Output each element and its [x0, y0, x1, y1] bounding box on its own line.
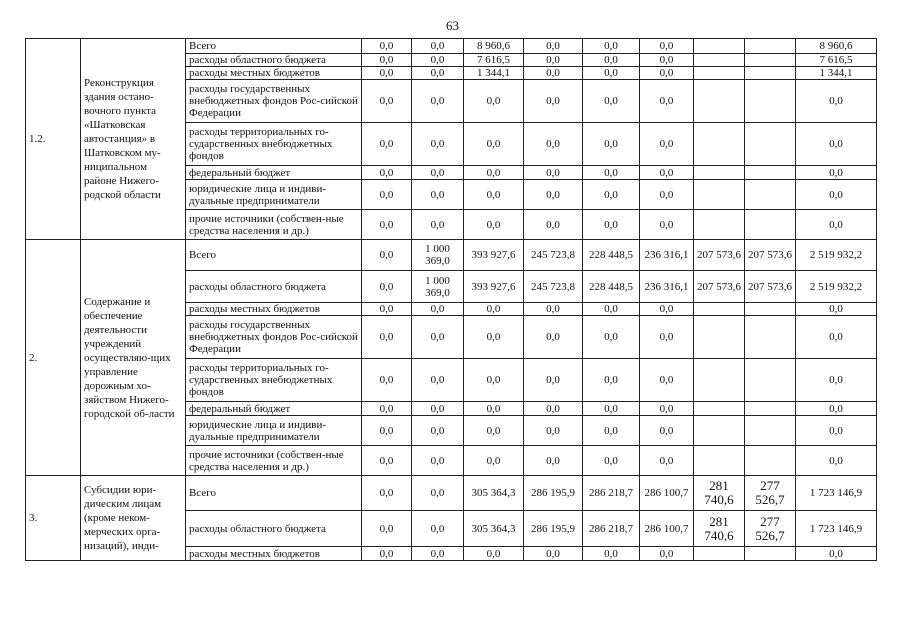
- total-value-cell: 0,0: [796, 166, 877, 180]
- value-cell: 0,0: [362, 359, 412, 402]
- funding-source-label: расходы местных бюджетов: [186, 303, 362, 316]
- value-cell: 0,0: [362, 303, 412, 316]
- value-cell: [745, 303, 796, 316]
- value-cell: 0,0: [524, 359, 583, 402]
- value-cell: 281 740,6: [694, 511, 745, 547]
- value-cell: [745, 80, 796, 123]
- value-cell: 7 616,5: [464, 54, 524, 67]
- value-cell: 0,0: [464, 166, 524, 180]
- value-cell: 1 344,1: [464, 67, 524, 80]
- total-value-cell: 1 723 146,9: [796, 476, 877, 511]
- value-cell: [745, 123, 796, 166]
- value-cell: [745, 54, 796, 67]
- value-cell: 286 218,7: [583, 476, 640, 511]
- value-cell: [745, 39, 796, 54]
- value-cell: 0,0: [412, 54, 464, 67]
- value-cell: 0,0: [412, 402, 464, 416]
- value-cell: 0,0: [464, 316, 524, 359]
- section-description: Субсидии юри-дическим лицам (кроме неком-мерческих орга-низаций), инди-: [81, 476, 186, 561]
- value-cell: 228 448,5: [583, 240, 640, 271]
- value-cell: 0,0: [524, 67, 583, 80]
- section-number: 2.: [26, 240, 81, 476]
- total-value-cell: 0,0: [796, 402, 877, 416]
- section-number: 1.2.: [26, 39, 81, 240]
- value-cell: [694, 446, 745, 476]
- value-cell: 393 927,6: [464, 271, 524, 303]
- value-cell: [694, 39, 745, 54]
- table-row: [26, 240, 877, 271]
- value-cell: 0,0: [524, 166, 583, 180]
- funding-source-label: расходы областного бюджета: [186, 271, 362, 303]
- value-cell: 0,0: [412, 166, 464, 180]
- funding-source-label: юридические лица и индиви-дуальные предприниматели: [186, 416, 362, 446]
- value-cell: 277 526,7: [745, 476, 796, 511]
- value-cell: [745, 446, 796, 476]
- value-cell: 286 195,9: [524, 476, 583, 511]
- value-cell: 281 740,6: [694, 476, 745, 511]
- total-value-cell: 2 519 932,2: [796, 240, 877, 271]
- total-value-cell: 0,0: [796, 416, 877, 446]
- value-cell: 0,0: [583, 39, 640, 54]
- total-value-cell: 1 723 146,9: [796, 511, 877, 547]
- total-value-cell: 8 960,6: [796, 39, 877, 54]
- funding-source-label: Всего: [186, 240, 362, 271]
- value-cell: [694, 54, 745, 67]
- value-cell: 0,0: [583, 54, 640, 67]
- funding-source-label: расходы территориальных го-сударственных внебюджетных фондов: [186, 359, 362, 402]
- value-cell: 0,0: [464, 416, 524, 446]
- value-cell: 0,0: [524, 402, 583, 416]
- value-cell: 0,0: [524, 123, 583, 166]
- value-cell: 0,0: [583, 402, 640, 416]
- section-description: Содержание и обеспечение деятельности учреждений осуществляю-щих управление дорожным хо-зяйством Нижего-городской об-ласти: [81, 240, 186, 476]
- value-cell: 8 960,6: [464, 39, 524, 54]
- value-cell: 0,0: [640, 180, 694, 210]
- funding-source-label: Всего: [186, 39, 362, 54]
- value-cell: 0,0: [412, 210, 464, 240]
- value-cell: 0,0: [362, 166, 412, 180]
- total-value-cell: 0,0: [796, 180, 877, 210]
- funding-source-label: расходы местных бюджетов: [186, 67, 362, 80]
- value-cell: 0,0: [583, 123, 640, 166]
- value-cell: 0,0: [583, 416, 640, 446]
- funding-source-label: юридические лица и индиви-дуальные предприниматели: [186, 180, 362, 210]
- value-cell: [745, 359, 796, 402]
- value-cell: [694, 303, 745, 316]
- value-cell: [745, 210, 796, 240]
- value-cell: 0,0: [464, 80, 524, 123]
- value-cell: 0,0: [412, 80, 464, 123]
- funding-source-label: федеральный бюджет: [186, 402, 362, 416]
- value-cell: 0,0: [640, 316, 694, 359]
- value-cell: 0,0: [640, 303, 694, 316]
- section-description: Реконструкция здания остано-вочного пункта «Шатковская автостанция» в Шатковском му-ниципальном районе Нижего-родской области: [81, 39, 186, 240]
- value-cell: 0,0: [412, 180, 464, 210]
- value-cell: 0,0: [362, 123, 412, 166]
- value-cell: 0,0: [412, 67, 464, 80]
- total-value-cell: 0,0: [796, 210, 877, 240]
- funding-source-label: расходы государственных внебюджетных фондов Рос-сийской Федерации: [186, 316, 362, 359]
- value-cell: 207 573,6: [745, 240, 796, 271]
- value-cell: 0,0: [412, 476, 464, 511]
- value-cell: 286 100,7: [640, 476, 694, 511]
- total-value-cell: 2 519 932,2: [796, 271, 877, 303]
- value-cell: 0,0: [583, 547, 640, 561]
- value-cell: [694, 166, 745, 180]
- value-cell: 0,0: [362, 67, 412, 80]
- value-cell: 277 526,7: [745, 511, 796, 547]
- value-cell: 0,0: [412, 39, 464, 54]
- value-cell: 236 316,1: [640, 271, 694, 303]
- funding-source-label: расходы территориальных го-сударственных внебюджетных фондов: [186, 123, 362, 166]
- value-cell: [694, 180, 745, 210]
- value-cell: 0,0: [362, 210, 412, 240]
- value-cell: [694, 316, 745, 359]
- value-cell: 1 000 369,0: [412, 240, 464, 271]
- funding-source-label: прочие источники (собствен-ные средства населения и др.): [186, 446, 362, 476]
- value-cell: 0,0: [524, 180, 583, 210]
- page-number: 63: [446, 18, 459, 33]
- value-cell: 0,0: [464, 446, 524, 476]
- value-cell: 0,0: [362, 476, 412, 511]
- value-cell: 0,0: [640, 80, 694, 123]
- value-cell: 0,0: [583, 359, 640, 402]
- value-cell: 0,0: [362, 547, 412, 561]
- value-cell: [694, 80, 745, 123]
- value-cell: 0,0: [362, 180, 412, 210]
- total-value-cell: 0,0: [796, 316, 877, 359]
- table-row: [26, 39, 877, 54]
- value-cell: 0,0: [640, 446, 694, 476]
- total-value-cell: 7 616,5: [796, 54, 877, 67]
- value-cell: 0,0: [524, 446, 583, 476]
- value-cell: 0,0: [362, 80, 412, 123]
- value-cell: [694, 416, 745, 446]
- value-cell: [694, 67, 745, 80]
- value-cell: 0,0: [362, 271, 412, 303]
- value-cell: 286 195,9: [524, 511, 583, 547]
- value-cell: 0,0: [362, 316, 412, 359]
- total-value-cell: 0,0: [796, 446, 877, 476]
- value-cell: 0,0: [362, 54, 412, 67]
- value-cell: 0,0: [583, 210, 640, 240]
- value-cell: 0,0: [464, 210, 524, 240]
- value-cell: 0,0: [524, 210, 583, 240]
- total-value-cell: 1 344,1: [796, 67, 877, 80]
- value-cell: 0,0: [524, 316, 583, 359]
- value-cell: 245 723,8: [524, 240, 583, 271]
- value-cell: 1 000 369,0: [412, 271, 464, 303]
- table-row: [26, 476, 877, 511]
- funding-source-label: федеральный бюджет: [186, 166, 362, 180]
- value-cell: [745, 547, 796, 561]
- value-cell: 0,0: [640, 402, 694, 416]
- total-value-cell: 0,0: [796, 123, 877, 166]
- value-cell: 207 573,6: [745, 271, 796, 303]
- funding-source-label: прочие источники (собствен-ные средства населения и др.): [186, 210, 362, 240]
- value-cell: 0,0: [464, 547, 524, 561]
- value-cell: 0,0: [640, 210, 694, 240]
- value-cell: 305 364,3: [464, 511, 524, 547]
- value-cell: 228 448,5: [583, 271, 640, 303]
- value-cell: 0,0: [412, 316, 464, 359]
- value-cell: 245 723,8: [524, 271, 583, 303]
- value-cell: 0,0: [412, 446, 464, 476]
- value-cell: 0,0: [524, 80, 583, 123]
- value-cell: 0,0: [362, 446, 412, 476]
- value-cell: [745, 402, 796, 416]
- value-cell: [694, 547, 745, 561]
- value-cell: 0,0: [362, 416, 412, 446]
- total-value-cell: 0,0: [796, 359, 877, 402]
- budget-table: [25, 38, 877, 561]
- value-cell: 0,0: [640, 359, 694, 402]
- funding-source-label: расходы областного бюджета: [186, 54, 362, 67]
- value-cell: 0,0: [412, 416, 464, 446]
- value-cell: 0,0: [524, 54, 583, 67]
- value-cell: 0,0: [524, 547, 583, 561]
- value-cell: 0,0: [583, 316, 640, 359]
- value-cell: 0,0: [464, 180, 524, 210]
- value-cell: 207 573,6: [694, 271, 745, 303]
- value-cell: [694, 402, 745, 416]
- value-cell: 0,0: [640, 39, 694, 54]
- value-cell: 0,0: [412, 547, 464, 561]
- value-cell: 0,0: [583, 303, 640, 316]
- value-cell: 0,0: [362, 39, 412, 54]
- value-cell: 0,0: [583, 80, 640, 123]
- value-cell: 0,0: [362, 511, 412, 547]
- value-cell: 0,0: [412, 511, 464, 547]
- value-cell: 0,0: [412, 303, 464, 316]
- value-cell: 305 364,3: [464, 476, 524, 511]
- value-cell: 0,0: [464, 402, 524, 416]
- value-cell: 286 100,7: [640, 511, 694, 547]
- value-cell: [694, 210, 745, 240]
- funding-source-label: расходы местных бюджетов: [186, 547, 362, 561]
- funding-source-label: Всего: [186, 476, 362, 511]
- value-cell: 207 573,6: [694, 240, 745, 271]
- value-cell: 0,0: [362, 402, 412, 416]
- value-cell: 0,0: [583, 67, 640, 80]
- value-cell: 0,0: [524, 39, 583, 54]
- value-cell: 286 218,7: [583, 511, 640, 547]
- value-cell: 0,0: [524, 303, 583, 316]
- value-cell: [745, 67, 796, 80]
- total-value-cell: 0,0: [796, 303, 877, 316]
- value-cell: 0,0: [640, 54, 694, 67]
- value-cell: 0,0: [362, 240, 412, 271]
- value-cell: 0,0: [640, 166, 694, 180]
- value-cell: 0,0: [583, 180, 640, 210]
- value-cell: 393 927,6: [464, 240, 524, 271]
- value-cell: 236 316,1: [640, 240, 694, 271]
- value-cell: 0,0: [640, 123, 694, 166]
- section-number: 3.: [26, 476, 81, 561]
- value-cell: 0,0: [464, 303, 524, 316]
- value-cell: 0,0: [583, 446, 640, 476]
- value-cell: 0,0: [640, 416, 694, 446]
- total-value-cell: 0,0: [796, 80, 877, 123]
- value-cell: 0,0: [524, 416, 583, 446]
- total-value-cell: 0,0: [796, 547, 877, 561]
- value-cell: [745, 316, 796, 359]
- value-cell: 0,0: [464, 359, 524, 402]
- funding-source-label: расходы областного бюджета: [186, 511, 362, 547]
- value-cell: [745, 416, 796, 446]
- value-cell: 0,0: [412, 123, 464, 166]
- value-cell: 0,0: [412, 359, 464, 402]
- value-cell: 0,0: [583, 166, 640, 180]
- value-cell: 0,0: [464, 123, 524, 166]
- funding-source-label: расходы государственных внебюджетных фондов Рос-сийской Федерации: [186, 80, 362, 123]
- value-cell: [694, 123, 745, 166]
- value-cell: [694, 359, 745, 402]
- value-cell: 0,0: [640, 547, 694, 561]
- value-cell: [745, 166, 796, 180]
- value-cell: [745, 180, 796, 210]
- value-cell: 0,0: [640, 67, 694, 80]
